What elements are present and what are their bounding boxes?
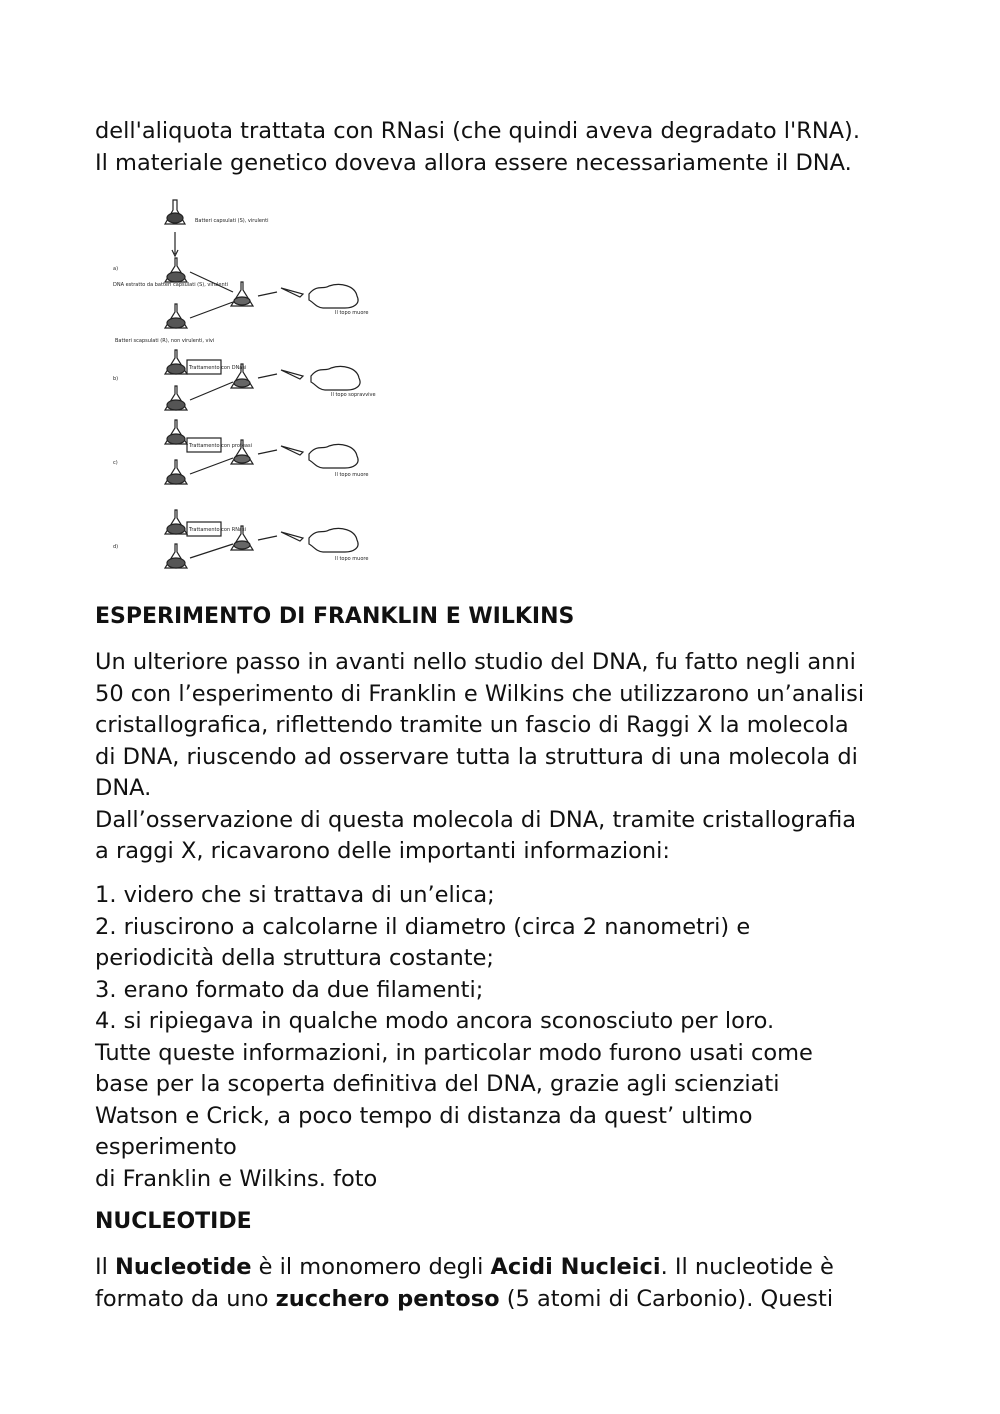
text-run: è il monomero degli [251,1254,491,1280]
outcome-label: Il topo sopravvive [331,392,376,398]
figure-label: DNA estratto da batteri capsulati (S), virulenti [113,282,228,288]
list-item: 3. erano formato da due filamenti; [95,976,484,1003]
list-item: 4. si ripiegava in qualche modo ancora sconosciuto per loro. [95,1008,775,1034]
list-item: 2. riuscirono a calcolarne il diametro (circa 2 nanometri) e [95,913,751,940]
bold-term: Nucleotide [115,1254,252,1280]
figure-label: Batteri scapsulati (R), non virulenti, vivi [115,338,215,344]
text-run: formato da uno [95,1285,276,1312]
text-line: di Franklin e Wilkins. foto [95,1165,378,1192]
text-run: (5 atomi di Carbonio). Questi [499,1285,834,1312]
text-line: Watson e Crick, a poco tempo di distanza da quest’ ultimo [95,1102,753,1129]
text-line [95,1252,834,1284]
intro-paragraph [95,116,860,179]
figure-row-label: d) [113,544,119,550]
treatment-label: Trattamento con RNasi [189,527,246,533]
text-run: Il [95,1254,116,1280]
bold-term: zucchero pentoso [275,1285,500,1312]
text-line: Il materiale genetico doveva allora essere necessariamente il DNA. [95,149,852,176]
outcome-label: Il topo muore [335,472,369,478]
list-item: 1. videro che si trattava di un’elica; [95,882,495,908]
figure-label: Batteri capsulati (S), virulenti [195,218,269,224]
figure-row-label: c) [113,460,118,466]
text-line: base per la scoperta definitiva del DNA, grazie agli scienziati [95,1071,780,1097]
outcome-label: Il topo muore [335,556,369,562]
text-run: . Il nucleotide è [660,1254,834,1280]
text-line: Dall’osservazione di questa molecola di DNA, tramite cristallografia [95,806,857,833]
bold-term: Acidi Nucleici [490,1254,661,1280]
nucleotide-paragraph [95,1252,834,1315]
section-heading: NUCLEOTIDE [95,1209,252,1234]
experiment-illustration [95,192,380,587]
text-line [95,1284,834,1316]
text-line: Un ulteriore passo in avanti nello studio del DNA, fu fatto negli anni [95,649,856,675]
text-line: 50 con l’esperimento di Franklin e Wilkins che utilizzarono un’analisi [95,680,865,707]
text-line: periodicità della struttura costante; [95,945,495,971]
text-line: DNA. [95,775,152,801]
text-line: esperimento [95,1134,237,1160]
figure-row-label: a) [113,266,119,272]
franklin-wilkins-paragraph [95,647,864,868]
treatment-label: Trattamento con DNasi [189,365,247,371]
figure-row-label: b) [113,376,119,382]
text-line: cristallografica, riflettendo tramite un fascio di Raggi X la molecola [95,712,849,738]
text-line: dell'aliquota trattata con RNasi (che quindi aveva degradato l'RNA). [95,118,860,144]
text-line: a raggi X, ricavarono delle importanti informazioni: [95,838,670,864]
findings-list [95,880,813,1195]
text-line: Tutte queste informazioni, in particolar modo furono usati come [95,1039,813,1066]
outcome-label: Il topo muore [335,310,369,316]
section-heading: ESPERIMENTO DI FRANKLIN E WILKINS [95,604,575,629]
text-line: di DNA, riuscendo ad osservare tutta la struttura di una molecola di [95,743,858,770]
griffith-experiment-figure [95,192,380,587]
treatment-label: Trattamento con proteasi [189,443,252,449]
